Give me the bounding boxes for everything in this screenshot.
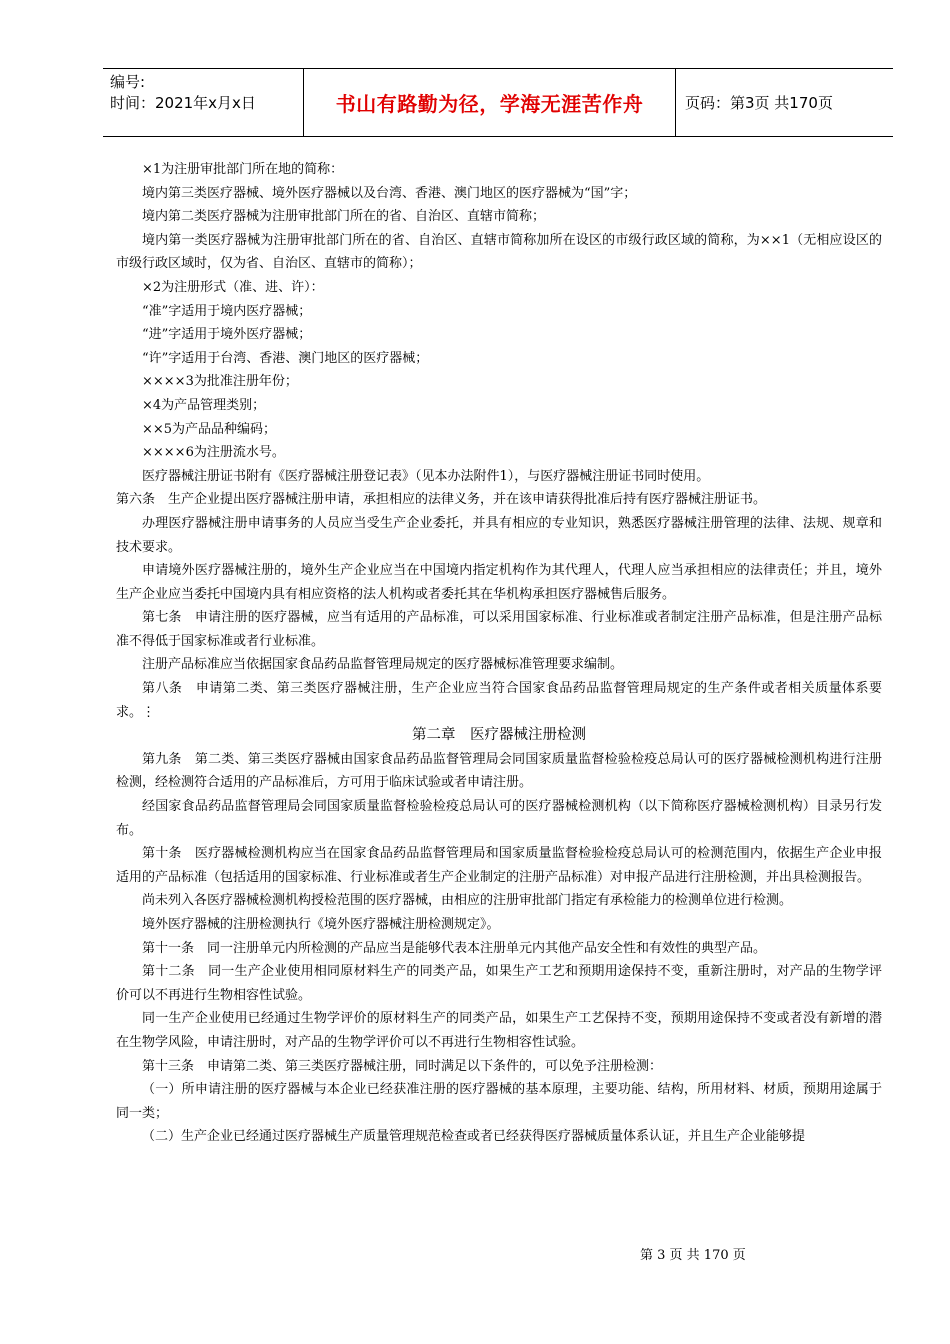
paragraph: ××××3为批准注册年份； — [142, 374, 298, 390]
header-motto: 书山有路勤为径，学海无涯苦作舟 — [303, 69, 676, 136]
paragraph: 第八条 申请第二类、第三类医疗器械注册，生产企业应当符合国家食品药品监督管理局规定的生产条件或者相关质量体系要求。⋮ — [116, 681, 882, 720]
paragraph: ×1为注册审批部门所在地的简称： — [142, 162, 344, 177]
document-time-label: 时间：2021年x月x日 — [110, 94, 256, 112]
paragraph: 经国家食品药品监督管理局会同国家质量监督检验检疫总局认可的医疗器械检测机构（以下简称医疗器械检测机构）目录另行发布。 — [116, 799, 882, 838]
paragraph: 第十一条 同一注册单元内所检测的产品应当是能够代表本注册单元内其他产品安全性和有效性的典型产品。 — [142, 940, 767, 956]
paragraph: “进”字适用于境外医疗器械； — [142, 327, 312, 343]
paragraph: 境内第二类医疗器械为注册审批部门所在的省、自治区、直辖市简称； — [142, 209, 546, 225]
paragraph: 第七条 申请注册的医疗器械，应当有适用的产品标准，可以采用国家标准、行业标准或者制定注册产品标准，但是注册产品标准不得低于国家标准或者行业标准。 — [116, 610, 882, 649]
paragraph: ××××6为注册流水号。 — [142, 445, 285, 461]
paragraph: 尚未列入各医疗器械检测机构授检范围的医疗器械，由相应的注册审批部门指定有承检能力的检测单位进行检测。 — [142, 893, 793, 909]
paragraph: 申请境外医疗器械注册的，境外生产企业应当在中国境内指定机构作为其代理人，代理人应当承担相应的法律责任；并且，境外生产企业应当委托中国境内具有相应资格的法人机构或者委托其在华机构承担医疗器械售后服务。 — [116, 563, 882, 602]
paragraph: 第十条 医疗器械检测机构应当在国家食品药品监督管理局和国家质量监督检验检疫总局认可的检测范围内，依据生产企业申报适用的产品标准（包括适用的国家标准、行业标准或者生产企业制定的注册产品标准）对申报产品进行注册检测，并出具检测报告。 — [116, 846, 882, 885]
paragraph: 第十二条 同一生产企业使用相同原材料生产的同类产品，如果生产工艺和预期用途保持不变，重新注册时，对产品的生物学评价可以不再进行生物相容性试验。 — [116, 964, 882, 1003]
paragraph: 注册产品标准应当依据国家食品药品监督管理局规定的医疗器械标准管理要求编制。 — [142, 657, 624, 673]
paragraph: 第九条 第二类、第三类医疗器械由国家食品药品监督管理局会同国家质量监督检验检疫总局认可的医疗器械检测机构进行注册检测，经检测符合适用的产品标准后，方可用于临床试验或者申请注册。 — [116, 751, 882, 791]
paragraph: 境内第一类医疗器械为注册审批部门所在的省、自治区、直辖市简称加所在设区的市级行政区域的简称，为××1（无相应设区的市级行政区域时，仅为省、自治区、直辖市的简称）； — [116, 232, 882, 272]
paragraph: “许”字适用于台湾、香港、澳门地区的医疗器械； — [142, 350, 429, 366]
paragraph: 第六条 生产企业提出医疗器械注册申请，承担相应的法律义务，并在该申请获得批准后持有医疗器械注册证书。 — [116, 492, 767, 508]
paragraph: （一）所申请注册的医疗器械与本企业已经获准注册的医疗器械的基本原理，主要功能、结构，所用材料、材质，预期用途属于同一类； — [116, 1082, 882, 1121]
header-page-label: 页码：第3页 共170页 — [685, 94, 833, 112]
document-number-label: 编号: — [110, 73, 146, 91]
paragraph: 境外医疗器械的注册检测执行《境外医疗器械注册检测规定》。 — [142, 917, 500, 932]
paragraph: ×2为注册形式（准、进、许）： — [142, 279, 324, 295]
paragraph: 第十三条 申请第二类、第三类医疗器械注册，同时满足以下条件的，可以免予注册检测： — [142, 1058, 663, 1074]
chapter-heading: 第二章 医疗器械注册检测 — [412, 727, 586, 744]
paragraph: 同一生产企业使用已经通过生物学评价的原材料生产的同类产品，如果生产工艺保持不变，预期用途保持不变或者没有新增的潜在生物学风险，申请注册时，对产品的生物学评价可以不再进行生物相容性试验。 — [116, 1011, 882, 1050]
page-footer: 第 3 页 共 170 页 — [640, 1248, 746, 1263]
paragraph: “准”字适用于境内医疗器械； — [142, 303, 312, 319]
paragraph: 医疗器械注册证书附有《医疗器械注册登记表》（见本办法附件1），与医疗器械注册证书同时使用。 — [142, 468, 710, 484]
document-body — [116, 158, 882, 1149]
header-left — [103, 69, 303, 136]
paragraph: （二）生产企业已经通过医疗器械生产质量管理规范检查或者已经获得医疗器械质量体系认证，并且生产企业能够提 — [142, 1129, 806, 1145]
paragraph: 境内第三类医疗器械、境外医疗器械以及台湾、香港、澳门地区的医疗器械为“国”字； — [142, 185, 637, 201]
paragraph: 办理医疗器械注册申请事务的人员应当受生产企业委托，并具有相应的专业知识，熟悉医疗器械注册管理的法律、法规、规章和技术要求。 — [116, 515, 882, 555]
paragraph: ××5为产品品种编码； — [142, 421, 277, 437]
paragraph: ×4为产品管理类别； — [142, 397, 266, 413]
page-header — [103, 68, 893, 137]
